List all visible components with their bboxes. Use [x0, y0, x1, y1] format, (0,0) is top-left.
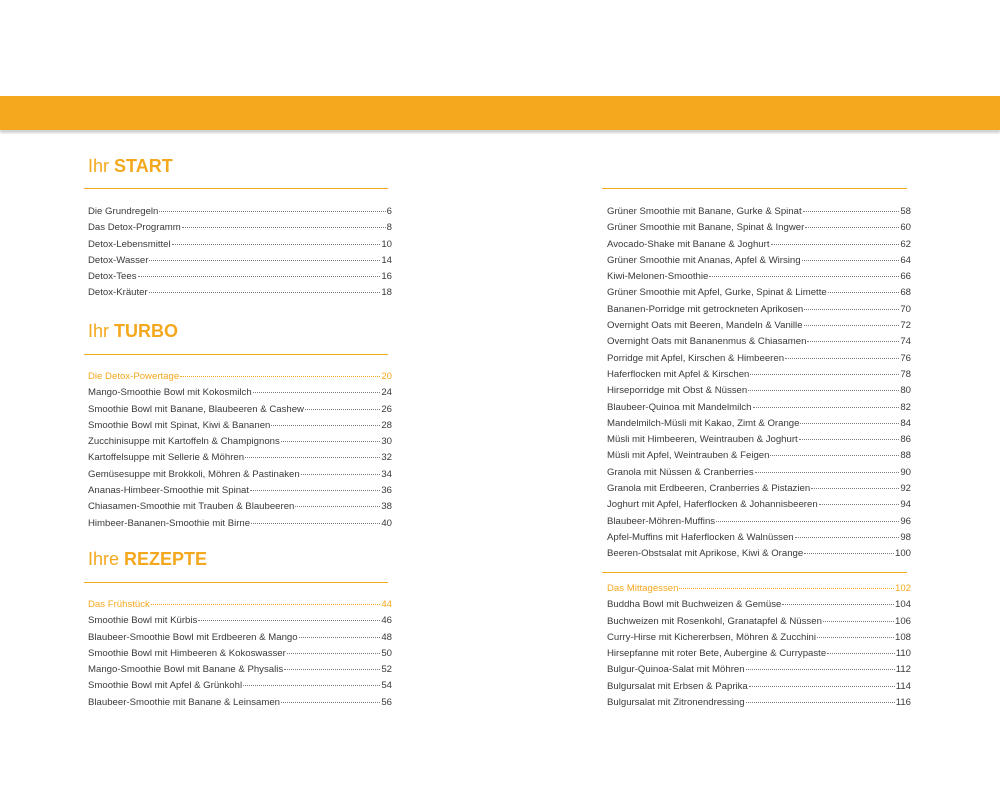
- toc-entry-title: Das Frühstück: [88, 599, 150, 610]
- toc-chapter-entry: [88, 369, 392, 385]
- toc-page-number: 24: [381, 387, 392, 399]
- toc-entry: [88, 385, 392, 401]
- toc-page-number: 44: [381, 599, 392, 610]
- toc-dot-leader: [802, 259, 900, 261]
- toc-entry-title: Smoothie Bowl mit Spinat, Kiwi & Bananen: [88, 419, 271, 431]
- heading-title: TURBO: [114, 321, 179, 341]
- toc-entry-title: Smoothie Bowl mit Himbeeren & Kokoswasser: [88, 647, 286, 659]
- toc-entry-title: Zucchinisuppe mit Kartoffeln & Champignons: [88, 436, 280, 448]
- toc-list: [88, 369, 392, 532]
- toc-entry: [88, 695, 392, 711]
- toc-list: [88, 597, 392, 711]
- toc-entry: [88, 630, 392, 646]
- toc-page-number: 102: [894, 583, 911, 594]
- toc-entry-title: Detox-Wasser: [88, 254, 149, 266]
- toc-page-number: 74: [900, 336, 911, 348]
- toc-entry: [607, 465, 911, 481]
- toc-dot-leader: [749, 685, 895, 687]
- toc-page-number: 18: [381, 287, 392, 299]
- toc-entry-title: Avocado-Shake mit Banane & Joghurt: [607, 238, 770, 250]
- toc-entry-title: Granola mit Erdbeeren, Cranberries & Pistazien: [607, 483, 811, 495]
- toc-entry-title: Mango-Smoothie Bowl mit Banane & Physalis: [88, 664, 284, 676]
- toc-entry: [607, 204, 911, 220]
- toc-entry-title: Smoothie Bowl mit Kürbis: [88, 615, 198, 627]
- section-rule: [84, 354, 388, 355]
- toc-entry-title: Hirsepfanne mit roter Bete, Aubergine & Currypaste: [607, 648, 827, 660]
- toc-dot-leader: [138, 275, 381, 277]
- toc-dot-leader: [811, 487, 899, 489]
- toc-entry-title: Beeren-Obstsalat mit Aprikose, Kiwi & Orange: [607, 548, 804, 560]
- toc-page-number: 32: [381, 452, 392, 464]
- toc-page-number: 78: [900, 368, 911, 380]
- toc-page-number: 40: [381, 517, 392, 529]
- toc-entry-title: Porridge mit Apfel, Kirschen & Himbeeren: [607, 352, 785, 364]
- toc-dot-leader: [679, 587, 894, 589]
- toc-page-number: 58: [900, 206, 911, 217]
- toc-dot-leader: [750, 373, 899, 375]
- toc-entry: [607, 614, 911, 630]
- toc-dot-leader: [305, 408, 380, 410]
- toc-entry: [607, 220, 911, 236]
- toc-dot-leader: [172, 243, 381, 245]
- toc-entry-title: Joghurt mit Apfel, Haferflocken & Johannisbeeren: [607, 499, 818, 511]
- toc-entry: [607, 679, 911, 695]
- toc-dot-leader: [807, 340, 899, 342]
- toc-entry: [607, 646, 911, 662]
- toc-dot-leader: [746, 668, 895, 670]
- toc-entry-title: Grüner Smoothie mit Banane, Spinat & Ingwer: [607, 222, 805, 234]
- toc-page-number: 92: [900, 483, 911, 495]
- toc-dot-leader: [182, 226, 386, 228]
- toc-entry-title: Blaubeer-Smoothie mit Banane & Leinsamen: [88, 696, 280, 708]
- toc-dot-leader: [753, 406, 900, 408]
- toc-entry: [607, 302, 911, 318]
- toc-page-number: 64: [900, 254, 911, 266]
- toc-page-number: 56: [381, 696, 392, 708]
- toc-page-number: 60: [900, 222, 911, 234]
- toc-entry: [607, 630, 911, 646]
- toc-entry: [88, 646, 392, 662]
- toc-dot-leader: [828, 291, 900, 293]
- toc-page-number: 70: [900, 303, 911, 315]
- toc-page-number: 100: [894, 548, 911, 560]
- toc-entry: [607, 432, 911, 448]
- toc-dot-leader: [770, 454, 899, 456]
- toc-entry-title: Buchweizen mit Rosenkohl, Granatapfel & Nüssen: [607, 615, 822, 627]
- top-banner: [0, 96, 1000, 130]
- toc-entry: [607, 662, 911, 678]
- section-rule: [84, 582, 388, 583]
- toc-dot-leader: [771, 243, 900, 245]
- toc-page-number: 34: [381, 468, 392, 480]
- toc-entry-title: Detox-Lebensmittel: [88, 238, 171, 250]
- toc-entry: [88, 220, 392, 236]
- toc-page-number: 94: [900, 499, 911, 511]
- section-rule: [602, 572, 907, 573]
- toc-entry: [88, 516, 392, 532]
- toc-entry-title: Ananas-Himbeer-Smoothie mit Spinat: [88, 485, 250, 497]
- toc-page-number: 26: [381, 403, 392, 415]
- toc-entry-title: Overnight Oats mit Beeren, Mandeln & Vanille: [607, 320, 803, 332]
- toc-entry-title: Granola mit Nüssen & Cranberries: [607, 466, 754, 478]
- toc-entry-title: Buddha Bowl mit Buchweizen & Gemüse: [607, 599, 782, 611]
- toc-dot-leader: [804, 324, 900, 326]
- toc-page-number: 106: [894, 615, 911, 627]
- toc-chapter-entry: [607, 581, 911, 597]
- toc-page-number: 6: [386, 206, 392, 217]
- toc-page-number: 52: [381, 664, 392, 676]
- toc-entry: [88, 434, 392, 450]
- toc-page-number: 84: [900, 417, 911, 429]
- toc-dot-leader: [180, 375, 380, 377]
- toc-page-number: 90: [900, 466, 911, 478]
- toc-entry-title: Detox-Tees: [88, 271, 137, 283]
- heading-prefix: Ihr: [88, 321, 110, 341]
- toc-page-number: 72: [900, 320, 911, 332]
- toc-page-number: 10: [381, 238, 392, 250]
- toc-page-number: 20: [381, 371, 392, 382]
- toc-page-number: 54: [381, 680, 392, 692]
- toc-page-number: 30: [381, 436, 392, 448]
- toc-page-number: 108: [894, 631, 911, 643]
- toc-page-number: 96: [900, 515, 911, 527]
- toc-dot-leader: [149, 259, 380, 261]
- toc-entry: [607, 497, 911, 513]
- toc-dot-leader: [755, 471, 900, 473]
- toc-dot-leader: [709, 275, 899, 277]
- toc-entry: [88, 613, 392, 629]
- toc-entry: [88, 662, 392, 678]
- toc-entry: [88, 678, 392, 694]
- toc-entry: [607, 318, 911, 334]
- toc-entry-title: Bulgursalat mit Zitronendressing: [607, 697, 745, 709]
- toc-page-number: 16: [381, 271, 392, 283]
- toc-entry-title: Gemüsesuppe mit Brokkoli, Möhren & Pastinaken: [88, 468, 300, 480]
- toc-entry-title: Haferflocken mit Apfel & Kirschen: [607, 368, 750, 380]
- toc-entry-title: Bananen-Porridge mit getrockneten Aprikosen: [607, 303, 804, 315]
- toc-entry: [88, 285, 392, 301]
- toc-dot-leader: [805, 226, 899, 228]
- toc-dot-leader: [299, 636, 381, 638]
- toc-entry: [607, 383, 911, 399]
- toc-page-number: 62: [900, 238, 911, 250]
- toc-entry-title: Kiwi-Melonen-Smoothie: [607, 271, 709, 283]
- section-heading: [88, 549, 207, 569]
- toc-dot-leader: [281, 701, 380, 703]
- toc-page-number: 14: [381, 254, 392, 266]
- toc-entry-title: Smoothie Bowl mit Apfel & Grünkohl: [88, 680, 243, 692]
- toc-entry: [607, 546, 911, 562]
- toc-entry-title: Müsli mit Apfel, Weintrauben & Feigen: [607, 450, 770, 462]
- toc-dot-leader: [250, 489, 380, 491]
- toc-entry: [88, 450, 392, 466]
- toc-entry-title: Detox-Kräuter: [88, 287, 148, 299]
- toc-dot-leader: [301, 473, 381, 475]
- toc-chapter-entry: [88, 597, 392, 613]
- toc-entry-title: Kartoffelsuppe mit Sellerie & Möhren: [88, 452, 245, 464]
- toc-entry: [607, 400, 911, 416]
- toc-dot-leader: [159, 210, 385, 212]
- toc-dot-leader: [287, 652, 381, 654]
- toc-page-number: 104: [894, 599, 911, 611]
- toc-entry-title: Smoothie Bowl mit Banane, Blaubeeren & Cashew: [88, 403, 304, 415]
- toc-entry: [607, 237, 911, 253]
- toc-entry: [88, 269, 392, 285]
- toc-entry-title: Die Grundregeln: [88, 206, 159, 217]
- toc-dot-leader: [823, 620, 894, 622]
- toc-entry-title: Bulgursalat mit Erbsen & Paprika: [607, 680, 748, 692]
- toc-dot-leader: [785, 357, 899, 359]
- toc-entry-title: Müsli mit Himbeeren, Weintrauben & Joghurt: [607, 434, 798, 446]
- toc-page-number: 46: [381, 615, 392, 627]
- toc-entry-title: Das Detox-Programm: [88, 222, 181, 234]
- toc-entry: [88, 467, 392, 483]
- toc-entry: [607, 285, 911, 301]
- toc-page-number: 36: [381, 485, 392, 497]
- toc-dot-leader: [149, 291, 381, 293]
- toc-dot-leader: [804, 552, 894, 554]
- toc-entry-title: Overnight Oats mit Bananenmus & Chiasamen: [607, 336, 807, 348]
- toc-entry: [607, 416, 911, 432]
- toc-dot-leader: [795, 536, 900, 538]
- toc-page-number: 86: [900, 434, 911, 446]
- toc-dot-leader: [251, 522, 380, 524]
- toc-entry: [607, 597, 911, 613]
- toc-entry-title: Chiasamen-Smoothie mit Trauben & Blaubeeren: [88, 501, 295, 513]
- toc-entry: [88, 253, 392, 269]
- toc-entry: [607, 334, 911, 350]
- section-rule: [602, 188, 907, 189]
- toc-dot-leader: [799, 438, 900, 440]
- toc-dot-leader: [716, 520, 899, 522]
- toc-page-number: 38: [381, 501, 392, 513]
- toc-dot-leader: [198, 619, 380, 621]
- toc-entry: [607, 514, 911, 530]
- toc-dot-leader: [782, 603, 894, 605]
- toc-page-number: 114: [895, 680, 911, 692]
- toc-entry-title: Apfel-Muffins mit Haferflocken & Walnüssen: [607, 531, 794, 543]
- toc-page-number: 66: [900, 271, 911, 283]
- toc-page-number: 98: [900, 531, 911, 543]
- toc-dot-leader: [243, 684, 380, 686]
- toc-page-number: 88: [900, 450, 911, 462]
- toc-dot-leader: [819, 503, 900, 505]
- toc-entry-title: Mango-Smoothie Bowl mit Kokosmilch: [88, 387, 252, 399]
- toc-entry: [607, 530, 911, 546]
- toc-dot-leader: [295, 505, 380, 507]
- toc-dot-leader: [284, 668, 380, 670]
- toc-dot-leader: [245, 456, 380, 458]
- toc-dot-leader: [803, 210, 900, 212]
- toc-page-number: 110: [895, 648, 911, 660]
- toc-entry-title: Die Detox-Powertage: [88, 371, 180, 382]
- toc-entry-title: Grüner Smoothie mit Apfel, Gurke, Spinat & Limette: [607, 287, 827, 299]
- toc-entry-title: Das Mittagessen: [607, 583, 679, 594]
- toc-dot-leader: [804, 308, 899, 310]
- toc-list: [88, 204, 392, 302]
- toc-page-number: 8: [386, 222, 392, 234]
- heading-prefix: Ihr: [88, 156, 110, 176]
- toc-entry: [88, 483, 392, 499]
- toc-entry-title: Curry-Hirse mit Kichererbsen, Möhren & Zucchini: [607, 631, 816, 643]
- toc-entry-title: Mandelmilch-Müsli mit Kakao, Zimt & Orange: [607, 417, 800, 429]
- toc-page-number: 80: [900, 385, 911, 397]
- toc-entry: [607, 695, 911, 711]
- toc-dot-leader: [151, 603, 380, 605]
- toc-entry: [88, 237, 392, 253]
- heading-prefix: Ihre: [88, 549, 120, 569]
- toc-dot-leader: [817, 636, 894, 638]
- toc-entry-title: Blaubeer-Quinoa mit Mandelmilch: [607, 401, 752, 413]
- heading-title: START: [114, 156, 173, 176]
- toc-dot-leader: [271, 424, 380, 426]
- toc-entry: [607, 481, 911, 497]
- toc-page-number: 82: [900, 401, 911, 413]
- toc-list: [607, 581, 911, 711]
- toc-entry: [88, 204, 392, 220]
- toc-list: [607, 204, 911, 563]
- toc-entry-title: Grüner Smoothie mit Ananas, Apfel & Wirsing: [607, 254, 801, 266]
- toc-entry-title: Bulgur-Quinoa-Salat mit Möhren: [607, 664, 745, 676]
- toc-entry-title: Grüner Smoothie mit Banane, Gurke & Spinat: [607, 206, 802, 217]
- toc-entry: [607, 269, 911, 285]
- toc-page-number: 76: [900, 352, 911, 364]
- toc-entry: [607, 351, 911, 367]
- toc-dot-leader: [746, 701, 895, 703]
- toc-page-number: 50: [381, 647, 392, 659]
- toc-dot-leader: [827, 652, 895, 654]
- toc-entry-title: Blaubeer-Möhren-Muffins: [607, 515, 716, 527]
- heading-title: REZEPTE: [124, 549, 208, 569]
- toc-page-number: 116: [895, 697, 911, 709]
- toc-entry: [88, 418, 392, 434]
- toc-dot-leader: [748, 389, 899, 391]
- toc-page-number: 48: [381, 631, 392, 643]
- toc-page-number: 68: [900, 287, 911, 299]
- toc-dot-leader: [281, 440, 381, 442]
- toc-dot-leader: [253, 391, 381, 393]
- toc-entry: [607, 448, 911, 464]
- toc-entry: [88, 499, 392, 515]
- section-heading: [88, 321, 178, 341]
- toc-entry: [88, 402, 392, 418]
- toc-page-number: 112: [895, 664, 911, 676]
- toc-page-number: 28: [381, 419, 392, 431]
- toc-entry-title: Blaubeer-Smoothie Bowl mit Erdbeeren & Mango: [88, 631, 298, 643]
- toc-dot-leader: [800, 422, 899, 424]
- section-rule: [84, 188, 388, 189]
- toc-entry: [607, 253, 911, 269]
- section-heading: [88, 156, 173, 176]
- toc-entry-title: Himbeer-Bananen-Smoothie mit Birne: [88, 517, 251, 529]
- toc-entry-title: Hirseporridge mit Obst & Nüssen: [607, 385, 748, 397]
- toc-entry: [607, 367, 911, 383]
